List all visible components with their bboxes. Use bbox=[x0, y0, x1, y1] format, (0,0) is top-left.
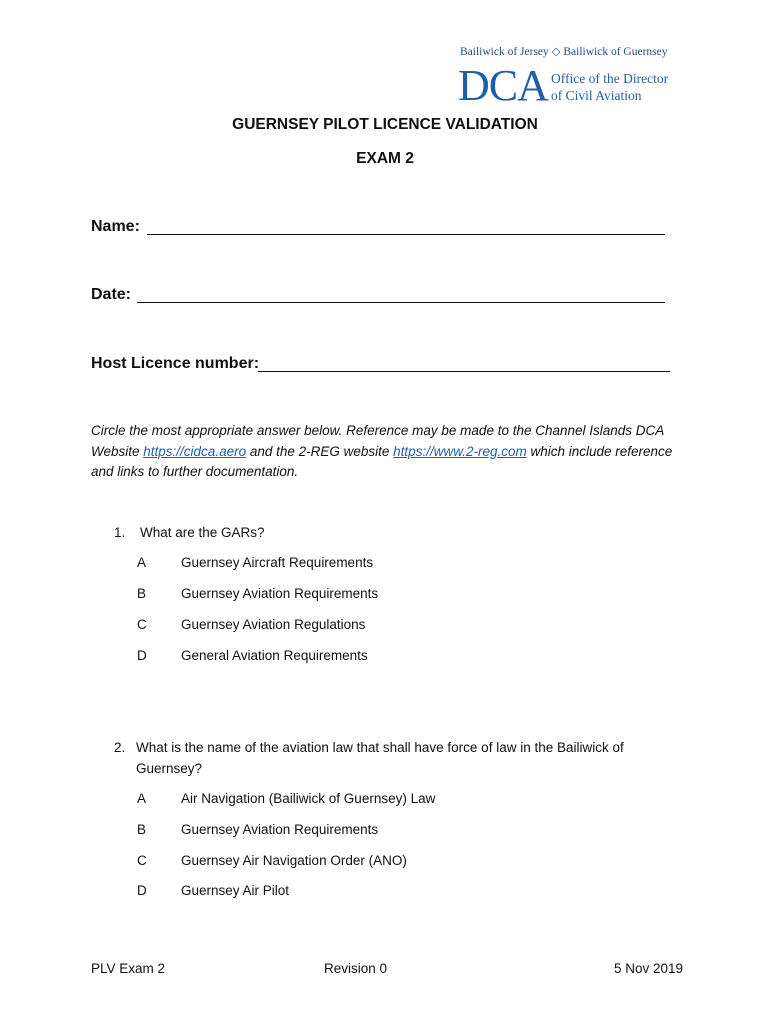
q1-option-c-text[interactable]: Guernsey Aviation Regulations bbox=[181, 617, 366, 632]
q2-option-c-text[interactable]: Guernsey Air Navigation Order (ANO) bbox=[181, 853, 407, 868]
name-label: Name: bbox=[91, 218, 140, 235]
dca-logo: DCA bbox=[458, 61, 548, 110]
q2-option-b-text[interactable]: Guernsey Aviation Requirements bbox=[181, 822, 379, 837]
two-reg-link[interactable]: https://www.2-reg.com bbox=[393, 443, 527, 459]
footer-revision: Revision 0 bbox=[324, 961, 388, 976]
licence-number-field[interactable] bbox=[258, 371, 670, 372]
name-field[interactable] bbox=[147, 234, 665, 235]
q1-option-b-letter[interactable]: B bbox=[137, 586, 147, 601]
q2-option-a-letter[interactable]: A bbox=[137, 791, 147, 806]
question-1-number: 1. bbox=[114, 525, 126, 540]
q2-option-b-letter[interactable]: B bbox=[137, 822, 147, 837]
licence-label: Host Licence number: bbox=[91, 355, 260, 372]
date-field[interactable] bbox=[137, 302, 665, 303]
instructions-text-1: Circle the most appropriate answer below. Reference may be made to the Channel Islands DCA Website bbox=[91, 423, 664, 459]
q1-option-d-text[interactable]: General Aviation Requirements bbox=[181, 648, 368, 663]
q1-option-a-text[interactable]: Guernsey Aircraft Requirements bbox=[181, 555, 374, 570]
q1-option-c-letter[interactable]: C bbox=[137, 617, 147, 632]
office-line-2: of Civil Aviation bbox=[551, 88, 642, 103]
q2-option-d-letter[interactable]: D bbox=[137, 883, 147, 898]
q2-option-d-text[interactable]: Guernsey Air Pilot bbox=[181, 883, 290, 898]
question-1-text: What are the GARs? bbox=[140, 525, 265, 540]
bailiwick-header: Bailiwick of Jersey ◇ Bailiwick of Guernsey bbox=[460, 46, 668, 58]
q1-option-a-letter[interactable]: A bbox=[137, 555, 147, 570]
question-2-text: What is the name of the aviation law that shall have force of law in the Bailiwick of Guernsey? bbox=[136, 740, 624, 776]
document-title: GUERNSEY PILOT LICENCE VALIDATION bbox=[232, 116, 538, 133]
q1-option-d-letter[interactable]: D bbox=[137, 648, 147, 663]
footer-date: 5 Nov 2019 bbox=[614, 961, 684, 976]
document-subtitle: EXAM 2 bbox=[356, 150, 414, 167]
instructions-text-2: and the 2-REG website bbox=[246, 443, 394, 459]
instructions-paragraph bbox=[91, 421, 691, 483]
q2-option-a-text[interactable]: Air Navigation (Bailiwick of Guernsey) Law bbox=[181, 791, 436, 806]
office-line-1: Office of the Director bbox=[551, 71, 669, 86]
question-2-number: 2. bbox=[114, 740, 126, 755]
date-label: Date: bbox=[91, 286, 132, 303]
q2-option-c-letter[interactable]: C bbox=[137, 853, 147, 868]
cidca-link[interactable]: https://cidca.aero bbox=[143, 443, 247, 459]
q1-option-b-text[interactable]: Guernsey Aviation Requirements bbox=[181, 586, 379, 601]
instructions-text-3: which include reference and links to further documentation. bbox=[91, 443, 673, 479]
dca-office-name bbox=[551, 70, 668, 104]
footer-exam-id: PLV Exam 2 bbox=[91, 961, 166, 976]
